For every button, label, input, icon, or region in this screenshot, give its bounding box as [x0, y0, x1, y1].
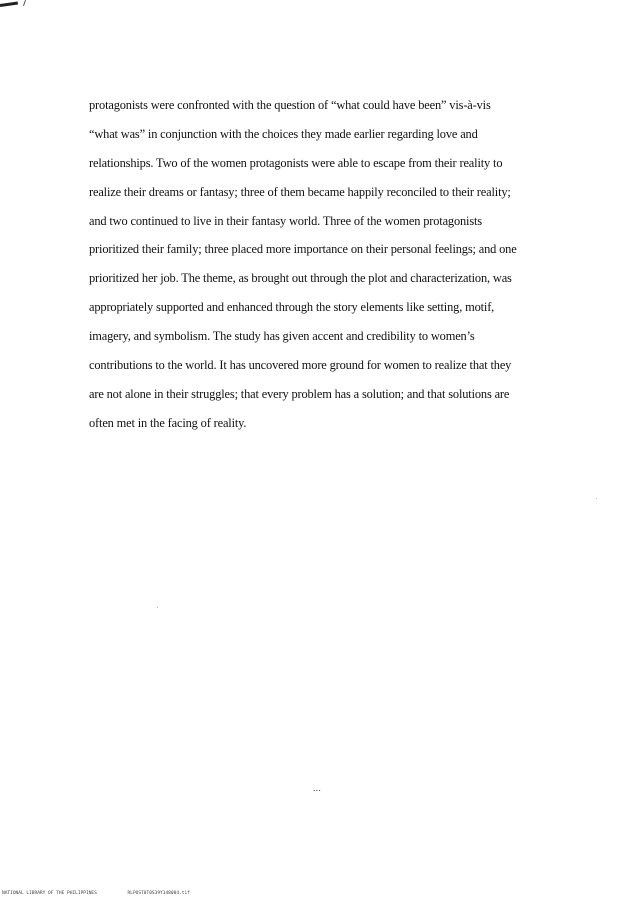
text-line: realize their dreams or fantasy; three of them became happily reconciled to their reality;: [89, 184, 511, 199]
text-line: often met in the facing of reality.: [89, 415, 247, 430]
scan-footer: [2, 891, 190, 896]
text-line: contributions to the world. It has uncovered more ground for women to realize that they: [89, 358, 512, 373]
page-marker: ...: [313, 783, 322, 793]
text-line: imagery, and symbolism. The study has given accent and credibility to women’s: [89, 329, 475, 344]
text-line: and two continued to live in their fantasy world. Three of the women protagonists: [89, 213, 482, 228]
text-line: relationships. Two of the women protagonists were able to escape from their reality to: [89, 155, 503, 170]
footer-library-name: NATIONAL LIBRARY OF THE PHILIPPINES: [2, 891, 97, 896]
text-line: are not alone in their struggles; that every problem has a solution; and that solutions are: [89, 386, 510, 401]
text-line: “what was” in conjunction with the choices they made earlier regarding love and: [89, 126, 478, 141]
footer-file-code: RLPOST0T0S39Y148004.tif: [127, 891, 190, 896]
scan-corner-tick: [23, 0, 26, 6]
text-line: appropriately supported and enhanced through the story elements like setting, motif,: [89, 300, 495, 315]
text-line: prioritized her job. The theme, as brought out through the plot and characterization, was: [89, 271, 512, 286]
scan-speck: [157, 607, 158, 608]
scan-speck: [596, 498, 597, 499]
text-line: protagonists were confronted with the question of “what could have been” vis-à-vis: [89, 98, 491, 112]
text-line: prioritized their family; three placed more importance on their personal feelings; and one: [89, 242, 517, 257]
abstract-paragraph: [89, 91, 541, 438]
scan-corner-mark: [0, 2, 18, 7]
